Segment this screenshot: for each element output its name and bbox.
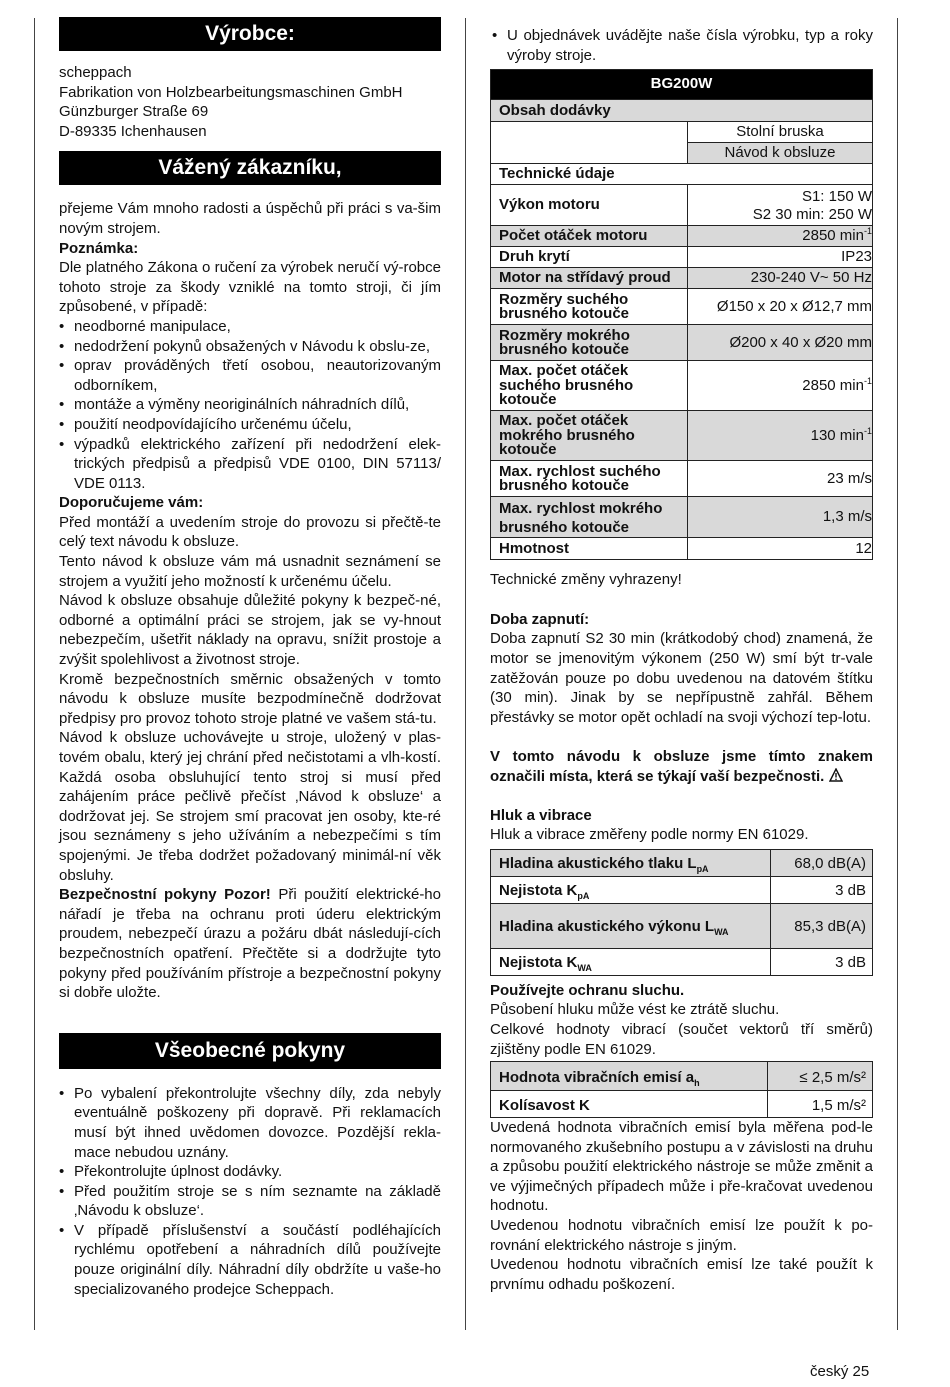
order-note-list	[492, 26, 873, 65]
spec-label: Rozměry mokrého brusného kotouče	[491, 325, 688, 361]
safety-mark-paragraph	[490, 747, 873, 786]
noise-text: Hluk a vibrace změřeny podle normy EN 61029.	[490, 826, 809, 844]
paragraph: Tento návod k obsluze vám má usnadnit seznámení se strojem a využití jeho možností k určenému účelu.	[59, 553, 441, 590]
spec-label: Hmotnost	[491, 538, 688, 560]
page-number: český 25	[810, 1363, 870, 1380]
spec-model: BG200W	[491, 70, 873, 100]
list-item: • oprav prováděných třetí osobou, neautorizovaným odborníkem,	[59, 356, 441, 395]
noise-value: 3 dB	[771, 948, 873, 975]
address-line: D-89335 Ichenhausen	[59, 122, 207, 140]
general-heading: Všeobecné pokyny	[59, 1033, 441, 1069]
spec-label: Rozměry suchého brusného kotouče	[491, 289, 688, 325]
order-note: • U objednávek uvádějte naše čísla výrobku, typ a roky výroby stroje.	[492, 26, 873, 65]
noise-label-subscript: pA	[696, 864, 709, 875]
noise-label-subscript: WA	[577, 963, 592, 974]
address-line: Fabrikation von Holzbearbeitungsmaschinen GmbH	[59, 83, 403, 101]
customer-heading: Vážený zákazníku,	[59, 151, 441, 185]
spec-label: Max. rychlost mokrého brusného kotouče	[491, 497, 688, 538]
spec-value: 1,3 m/s	[688, 497, 873, 538]
safety-label: Bezpečnostní pokyny Pozor!	[59, 886, 271, 904]
spec-value-text: 130 min	[810, 426, 864, 444]
list-item: • nedodržení pokynů obsažených v Návodu k obslu-ze,	[59, 337, 441, 357]
vibration-label-subscript: h	[694, 1077, 700, 1088]
tech-label: Technické údaje	[491, 164, 873, 185]
spec-value: Ø150 x 20 x Ø12,7 mm	[688, 289, 873, 325]
duty-label: Doba zapnutí:	[490, 610, 590, 628]
list-item: • V případě příslušenství a součástí podléhajících rychlému opotřebení a náhradních dílů používejte pouze originální díly. Náhradní díly obdržíte u vaše-ho specializovaného prodejce Scheppach.	[59, 1221, 441, 1299]
spec-value-text: 2850 min	[802, 376, 864, 394]
list-item: • montáže a výměny neoriginálních náhradních dílů,	[59, 395, 441, 415]
noise-label-cell	[491, 948, 771, 975]
noise-label-cell	[491, 903, 771, 948]
list-item: • neodborné manipulace,	[59, 317, 441, 337]
vibration-paragraph: Uvedenou hodnotu vibračních emisí lze použít k po-rovnání elektrického nástroje s jiným.	[490, 1217, 873, 1254]
spec-value: IP23	[688, 247, 873, 268]
liability-list	[59, 317, 441, 493]
list-item: • použití neodpovídajícího určenému účelu,	[59, 415, 441, 435]
spec-value: 12	[688, 538, 873, 560]
list-item: • Překontrolujte úplnost dodávky.	[59, 1162, 441, 1182]
noise-value: 85,3 dB(A)	[771, 903, 873, 948]
note-text: Dle platného Zákona o ručení za výrobek neručí vý-robce tohoto stroje za škody vzniklé na tomto stroji, či jím způsobené, v případě:	[59, 259, 441, 316]
vibration-value: 1,5 m/s²	[768, 1091, 873, 1118]
vibration-table	[490, 1061, 873, 1118]
spec-label: Motor na střídavý proud	[491, 268, 688, 289]
list-item: • výpadků elektrického zařízení při nedodržení elek-trických předpisů a předpisů VDE 0100, DIN 57113/ VDE 0113.	[59, 435, 441, 494]
left-margin-rule	[34, 18, 35, 1330]
duty-text: Doba zapnutí S2 30 min (krátkodobý chod) znamená, že motor se jmenovitým výkonem (250 W) smí být tr-vale zatěžován pouze po dobu uvedenou na datovém štítku (30 min). Jinak by se nepřípustně zahřál. Během přestávky se motor opět ochladí na svoji výchozí tep-lotu.	[490, 630, 873, 726]
vibration-paragraph: Uvedenou hodnotu vibračních emisí lze také použít k prvnímu odhadu poškození.	[490, 1256, 873, 1293]
vibration-paragraph: Uvedená hodnota vibračních emisí byla měřena pod-le normovaného zkušebního postupu a v závislosti na druhu a způsobu použití elektrického nástroje se může změnit a ve výjimečných případech může i pře-kračovat uvedenou hodnotu.	[490, 1119, 873, 1215]
noise-value: 3 dB	[771, 876, 873, 903]
spec-value	[688, 361, 873, 411]
spec-value	[688, 411, 873, 461]
left-column	[59, 17, 441, 1299]
manufacturer-heading: Výrobce:	[59, 17, 441, 51]
hearing-label: Používejte ochranu sluchu.	[490, 981, 685, 999]
safety-text: Při použití elektrické-ho nářadí je třeba na ochranu proti úderu elektrickým proudem, nebezpečí úrazu a požáru dbát následují-cích bezpečnostních opatření. Přečtěte si a dodržujte tyto pokyny před používáním přístroje a bezpečnostní pokyny si dobře uložte.	[59, 886, 441, 1002]
paragraph: Před montáží a uvedením stroje do provozu si přečtě-te celý text návodu k obsluze.	[59, 513, 441, 551]
warning-triangle-icon	[829, 768, 843, 782]
right-margin-rule	[897, 18, 898, 1330]
paragraph: Kromě bezpečnostních směrnic obsažených v tomto návodu k obsluze musíte bezpodmínečně dodržovat předpisy pro provoz tohoto stroje platné ve vašem stá-tu.	[59, 670, 441, 727]
vibration-value: ≤ 2,5 m/s²	[768, 1062, 873, 1091]
spec-value-exponent: -1	[863, 425, 872, 436]
spec-value: 230-240 V~ 50 Hz	[688, 268, 873, 289]
scope-item: Stolní bruska	[688, 122, 873, 143]
noise-label-cell	[491, 876, 771, 903]
spec-empty-cell	[491, 122, 688, 143]
right-column	[490, 26, 873, 1294]
noise-value: 68,0 dB(A)	[771, 849, 873, 876]
noise-label-text: Nejistota K	[499, 882, 578, 900]
spec-label: Max. počet otáček suchého brusného kotouče	[491, 361, 688, 411]
noise-label-text: Hladina akustického tlaku L	[499, 855, 697, 873]
vibration-label-cell	[491, 1062, 768, 1091]
noise-label-subscript: WA	[714, 927, 729, 938]
address-line: Günzburger Straße 69	[59, 103, 209, 121]
noise-label-cell	[491, 849, 771, 876]
spec-value-exponent: -1	[863, 375, 872, 386]
recommend-label: Doporučujeme vám:	[59, 494, 204, 512]
paragraph: Návod k obsluze uchovávejte u stroje, uložený v plas-tovém obalu, který jej chrání před nečistotami a vlh-kostí. Každá osoba obsluhující tento stroj si musí před zahájením práce pečlivě přečíst ‚Návod k obsluze‘ a dodržovat jej. Se strojem smí pracovat jen osoby, kte-ré jsou seznámeny s jeho užíváním a nebezpečími s tím spojenými. Je třeba dodržet požadovaný minimál-ní věk obsluhy.	[59, 729, 441, 884]
spec-label: Počet otáček motoru	[491, 226, 688, 247]
list-item: • Před použitím stroje se s ním seznamte na základě ‚Návodu k obsluze‘.	[59, 1182, 441, 1221]
scope-item: Návod k obsluze	[688, 143, 873, 164]
spec-label: Max. počet otáček mokrého brusného kotouče	[491, 411, 688, 461]
noise-label-text: Nejistota K	[499, 954, 578, 972]
spec-label: Druh krytí	[491, 247, 688, 268]
spec-value: Ø200 x 40 x Ø20 mm	[688, 325, 873, 361]
paragraph: Návod k obsluze obsahuje důležité pokyny k bezpeč-né, odborné a optimální práci se strojem, jak se vy-hnout nebezpečím, ušetřit náklady na opravu, snížit prostoje a zvýšit spolehlivost a životnost stroje.	[59, 592, 441, 669]
safety-mark-text: V tomto návodu k obsluze jsme tímto znakem označili místa, která se týkají vaší bezpečnosti.	[490, 748, 873, 785]
greeting-text: přejeme Vám mnoho radosti a úspěchů při práci s va-šim novým strojem.	[59, 200, 441, 237]
list-item: • Po vybalení překontrolujte všechny díly, zda nebyly eventuálně poškozeny při dopravě. Při reklamacích musí být ihned uvědomen dovozce. Pozdější rekla-mace nebudou uznány.	[59, 1084, 441, 1162]
scope-label: Obsah dodávky	[491, 100, 873, 122]
vibration-label-text: Kolísavost K	[499, 1096, 590, 1114]
column-divider	[465, 18, 466, 1330]
noise-table	[490, 849, 873, 976]
general-list	[59, 1084, 441, 1300]
vibration-intro: Celkové hodnoty vibrací (součet vektorů tří směrů) zjištěny podle EN 61029.	[490, 1020, 873, 1058]
spec-empty-cell	[491, 143, 688, 164]
hearing-text: Působení hluku může vést ke ztrátě sluchu.	[490, 1001, 780, 1019]
spec-value-text: 2850 min	[802, 227, 864, 245]
vibration-label-text: Hodnota vibračních emisí a	[499, 1068, 695, 1086]
spec-label: Výkon motoru	[491, 185, 688, 226]
address-line: scheppach	[59, 64, 132, 81]
spec-value: 23 m/s	[688, 461, 873, 497]
noise-label: Hluk a vibrace	[490, 806, 592, 824]
spec-value: S1: 150 W S2 30 min: 250 W	[688, 185, 873, 226]
safety-paragraph	[59, 885, 441, 1003]
spec-value	[688, 226, 873, 247]
noise-label-text: Hladina akustického výkonu L	[499, 918, 715, 936]
noise-label-subscript: pA	[577, 891, 590, 902]
changes-note: Technické změny vyhrazeny!	[490, 571, 682, 589]
spec-label: Max. rychlost suchého brusného kotouče	[491, 461, 688, 497]
vibration-label-cell	[491, 1091, 768, 1118]
spec-value-exponent: -1	[863, 226, 872, 237]
note-label: Poznámka:	[59, 239, 139, 257]
manufacturer-address	[59, 63, 441, 141]
spec-table	[490, 69, 873, 560]
